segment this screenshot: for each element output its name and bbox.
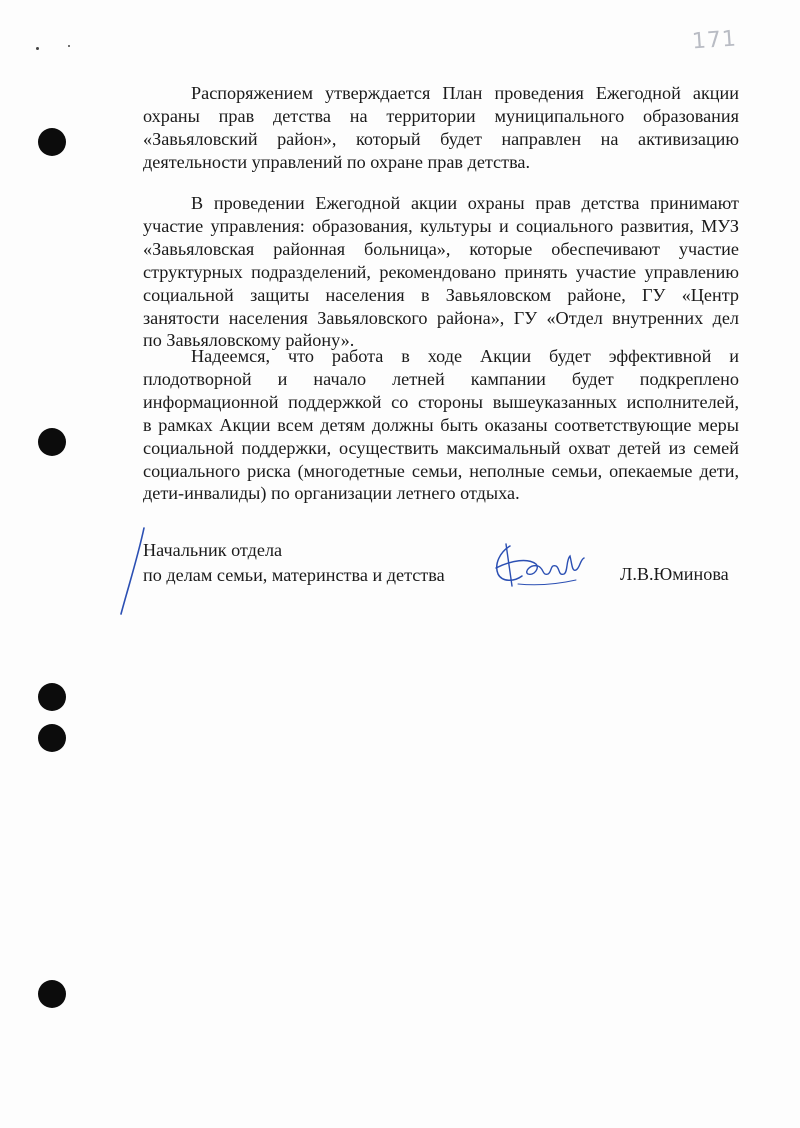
text-line: социальной защиты населения в Завьяловском районе, ГУ «Центр (143, 284, 739, 305)
scan-speck (36, 47, 39, 50)
text-line: деятельности управлений по охране прав детства. (143, 151, 531, 172)
punch-hole (38, 980, 66, 1008)
signatory-title-line: Начальник отдела (143, 540, 283, 560)
text-line: охраны прав детства на территории муниципального образования (143, 105, 739, 126)
punch-hole (38, 724, 66, 752)
paragraph-participants (143, 192, 739, 352)
signatory-name: Л.В.Юминова (620, 564, 729, 584)
handwritten-page-number: 171 (691, 26, 738, 55)
paragraph-expectations (143, 345, 739, 505)
signatory-title-line: по делам семьи, материнства и детства (143, 565, 445, 585)
text-line: по Завьяловскому району». (143, 330, 355, 351)
punch-hole (38, 128, 66, 156)
text-line: социального риска (многодетные семьи, неполные семьи, опекаемые дети, (143, 460, 739, 481)
signatory-title (143, 538, 445, 588)
text-line: «Завьяловская районная больница», которые обеспечивают участие (143, 238, 739, 259)
text-line: участие управления: образования, культуры и социального развития, МУЗ (143, 215, 739, 236)
text-line: В проведении Ежегодной акции охраны прав детства принимают (191, 193, 739, 213)
text-line: занятости населения Завьяловского района», ГУ «Отдел внутренних дел (143, 307, 739, 328)
text-line: дети-инвалиды) по организации летнего отдыха. (143, 483, 520, 504)
text-line: Распоряжением утверждается План проведения Ежегодной акции (191, 83, 739, 103)
text-line: структурных подразделений, рекомендовано принять участие управлению (143, 261, 739, 282)
text-line: информационной поддержкой со стороны вышеуказанных исполнителей, (143, 391, 739, 412)
text-line: плодотворной и начало летней кампании будет подкреплено (143, 368, 739, 389)
text-line: «Завьяловский район», который будет направлен на активизацию (143, 128, 739, 149)
handwritten-signature (488, 538, 588, 594)
text-line: социальной поддержки, осуществить максимальный охват детей из семей (143, 437, 739, 458)
punch-hole (38, 683, 66, 711)
text-line: в рамках Акции всем детям должны быть оказаны соответствующие меры (143, 414, 739, 435)
text-line: Надеемся, что работа в ходе Акции будет эффективной и (191, 346, 739, 366)
scan-speck (68, 45, 70, 47)
paragraph-plan-approval (143, 82, 739, 174)
punch-hole (38, 428, 66, 456)
